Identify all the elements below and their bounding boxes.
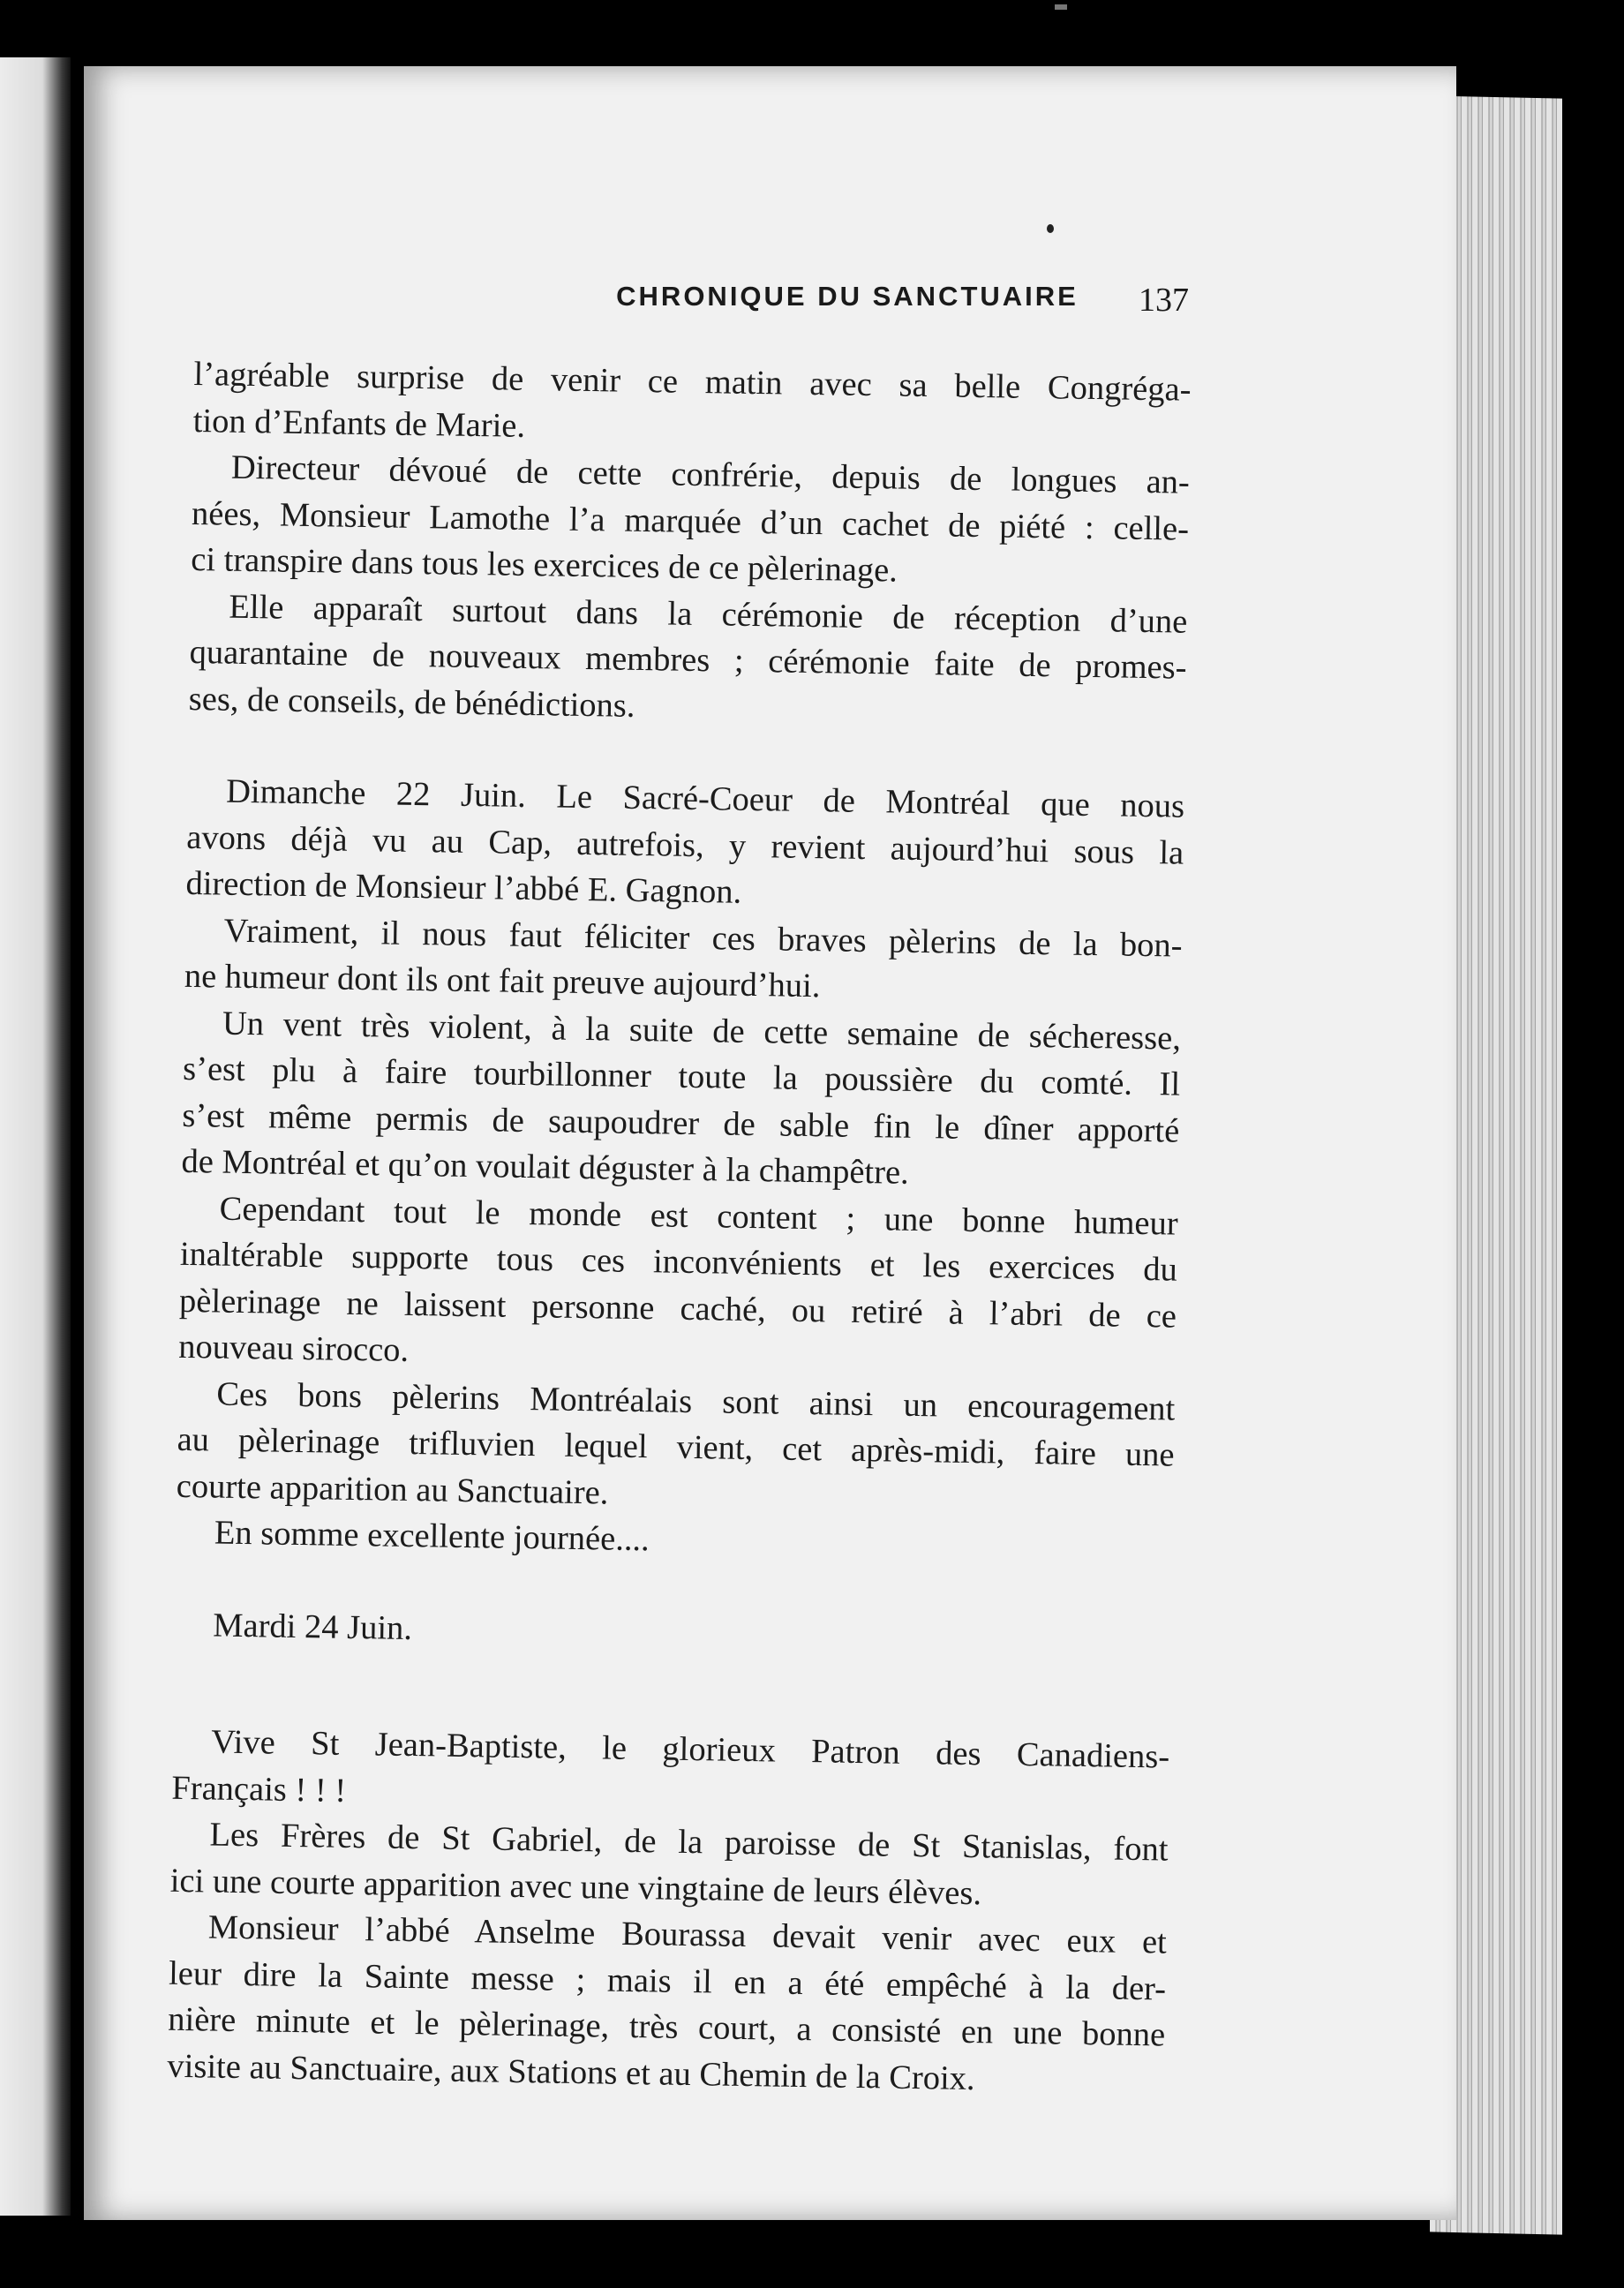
text-line: quarantaine de nouveaux membres ; cérémonie faite de promes- xyxy=(189,633,1187,687)
text-line: l’agréable surprise de venir ce matin avec sa belle Congréga- xyxy=(193,355,1192,409)
text-line: ne humeur dont ils ont fait preuve aujourd’hui. xyxy=(184,957,821,1005)
text-line: visite au Sanctuaire, aux Stations et au Chemin de la Croix. xyxy=(167,2047,975,2097)
text-line: Les Frères de St Gabriel, de la paroisse de St Stanislas, font xyxy=(209,1816,1169,1869)
text-line: nouveau sirocco. xyxy=(177,1328,410,1369)
text-line: nière minute et le pèlerinage, très court, a consisté en une bonne xyxy=(167,2000,1166,2054)
text-line: Vive St Jean-Baptiste, le glorieux Patron des Canadiens- xyxy=(210,1723,1170,1776)
text-line: au pèlerinage trifluvien lequel vient, cet après-midi, faire une xyxy=(177,1420,1175,1474)
running-head: CHRONIQUE DU SANCTUAIRE xyxy=(616,281,1079,312)
text-line: Ces bons pèlerins Montréalais sont ainsi un encouragement xyxy=(216,1375,1176,1428)
text-line: s’est même permis de saupoudrer de sable fin le dîner apporté xyxy=(182,1096,1180,1150)
text-line: leur dire la Sainte messe ; mais il en a été empêché à la der- xyxy=(168,1954,1167,2008)
text-line: courte apparition au Sanctuaire. xyxy=(176,1467,609,1512)
left-page-edge xyxy=(0,57,71,2216)
text-line: de Montréal et qu’on voulait déguster à la champêtre. xyxy=(181,1142,910,1192)
text-line: En somme excellente journée.... xyxy=(214,1514,650,1559)
page-body-text xyxy=(167,351,1192,2105)
text-line: ci transpire dans tous les exercices de ce pèlerinage. xyxy=(190,540,898,590)
text-line: inaltérable supporte tous ces inconvénients et les exercices du xyxy=(179,1235,1178,1289)
text-line: s’est plu à faire tourbillonner toute la poussière du comté. Il xyxy=(182,1050,1181,1103)
page-number: 137 xyxy=(1139,282,1189,319)
text-line: Cependant tout le monde est content ; une bonne humeur xyxy=(219,1190,1178,1243)
text-line: avons déjà vu au Cap, autrefois, y revient aujourd’hui sous la xyxy=(186,818,1184,872)
text-line: direction de Monsieur l’abbé E. Gagnon. xyxy=(185,864,742,911)
text-line: tion d’Enfants de Marie. xyxy=(192,402,526,445)
text-line: Un vent très violent, à la suite de cette semaine de sécheresse, xyxy=(222,1005,1182,1057)
text-line: ici une courte apparition avec une vingtaine de leurs élèves. xyxy=(169,1862,982,1912)
scan-artifact xyxy=(1055,4,1067,10)
text-line: Français ! ! ! xyxy=(171,1769,347,1810)
text-line: nées, Monsieur Lamothe l’a marquée d’un cachet de piété : celle- xyxy=(191,494,1190,548)
text-line: Vraiment, il nous faut féliciter ces braves pèlerins de la bon- xyxy=(223,912,1183,965)
text-line: Elle apparaît surtout dans la cérémonie de réception d’une xyxy=(229,588,1188,641)
text-line: ses, de conseils, de bénédictions. xyxy=(188,680,635,725)
text-line: Monsieur l’abbé Anselme Bourassa devait venir avec eux et xyxy=(207,1908,1168,1961)
text-line: Dimanche 22 Juin. Le Sacré-Coeur de Montréal que nous xyxy=(225,772,1185,825)
ink-dot xyxy=(1047,224,1054,233)
text-line: Directeur dévoué de cette confrérie, depuis de longues an- xyxy=(230,448,1191,501)
text-line: pèlerinage ne laissent personne caché, ou retiré à l’abri de ce xyxy=(178,1282,1177,1336)
text-line: Mardi 24 Juin. xyxy=(213,1607,413,1647)
